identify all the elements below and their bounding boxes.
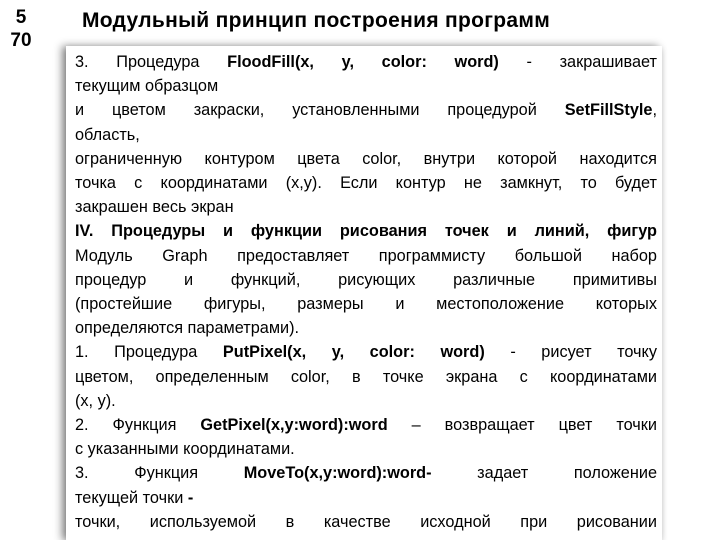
- text-segment: с указанными координатами.: [75, 440, 295, 459]
- text-line: [75, 195, 657, 219]
- text-segment: и цветом закраски, установленными процедурой: [75, 101, 565, 120]
- text-line: [75, 74, 657, 98]
- text-line: [75, 171, 657, 195]
- text-segment: (x, y).: [75, 391, 116, 410]
- text-line: [75, 389, 657, 413]
- text-line: [75, 486, 657, 510]
- text-segment: Модуль Graph предоставляет программисту большой набор: [75, 246, 657, 265]
- text-line: [75, 147, 657, 171]
- text-line: [75, 123, 657, 147]
- text-line: [75, 98, 657, 122]
- text-segment: определяются параметрами).: [75, 319, 300, 338]
- text-line: [75, 292, 657, 316]
- text-segment: (простейшие фигуры, размеры и местоположение которых: [75, 295, 657, 314]
- slide-title: Модульный принцип построения программ: [82, 9, 551, 32]
- text-line: [75, 316, 657, 340]
- text-segment: 2. Функция: [75, 416, 201, 435]
- text-line: [75, 340, 657, 364]
- text-segment: ,: [652, 101, 657, 120]
- bold-text: GetPixel(x,y:word):word: [200, 416, 388, 435]
- text-segment: ограниченную контуром цвета color, внутри которой находится: [75, 149, 657, 168]
- bold-text: SetFillStyle: [564, 101, 653, 120]
- text-line: [75, 219, 657, 243]
- text-line: [75, 268, 657, 292]
- text-line: [75, 244, 657, 268]
- text-segment: - закрашивает: [498, 53, 657, 71]
- text-segment: – возвращает цвет точки: [387, 416, 657, 435]
- text-segment: текущей точки: [75, 488, 188, 507]
- text-line: [75, 413, 657, 437]
- text-segment: точка с координатами (x,y). Если контур не замкнут, то будет: [75, 174, 657, 193]
- text-line: [75, 437, 657, 461]
- text-segment: процедур и функций, рисующих различные примитивы: [75, 270, 657, 289]
- slide-number: 5 70: [10, 7, 32, 51]
- bold-text: MoveTo(x,y:word):word-: [243, 464, 432, 483]
- bold-text: PutPixel(x, y, color: word): [222, 343, 485, 362]
- bold-text: FloodFill(x, y, color: word): [227, 53, 499, 71]
- text-segment: задает положение: [431, 464, 658, 483]
- text-segment: текущим образцом: [75, 77, 219, 96]
- text-line: [75, 365, 657, 389]
- text-segment: закрашен весь экран: [75, 198, 234, 217]
- text-segment: - рисует точку: [484, 343, 657, 362]
- text-segment: область,: [75, 125, 140, 144]
- body-text: [75, 50, 657, 534]
- bold-text: IV. Процедуры и функции рисования точек и линий, фигур: [75, 222, 657, 241]
- text-line: [75, 510, 657, 534]
- bold-text: -: [187, 488, 194, 507]
- text-line: [75, 461, 657, 485]
- text-segment: 1. Процедура: [75, 343, 223, 362]
- text-segment: цветом, определенным color, в точке экрана с координатами: [75, 367, 657, 386]
- text-segment: точки, используемой в качестве исходной при рисовании: [75, 512, 657, 531]
- text-line: [75, 50, 657, 74]
- text-segment: 3. Функция: [75, 464, 244, 483]
- text-segment: 3. Процедура: [75, 53, 228, 71]
